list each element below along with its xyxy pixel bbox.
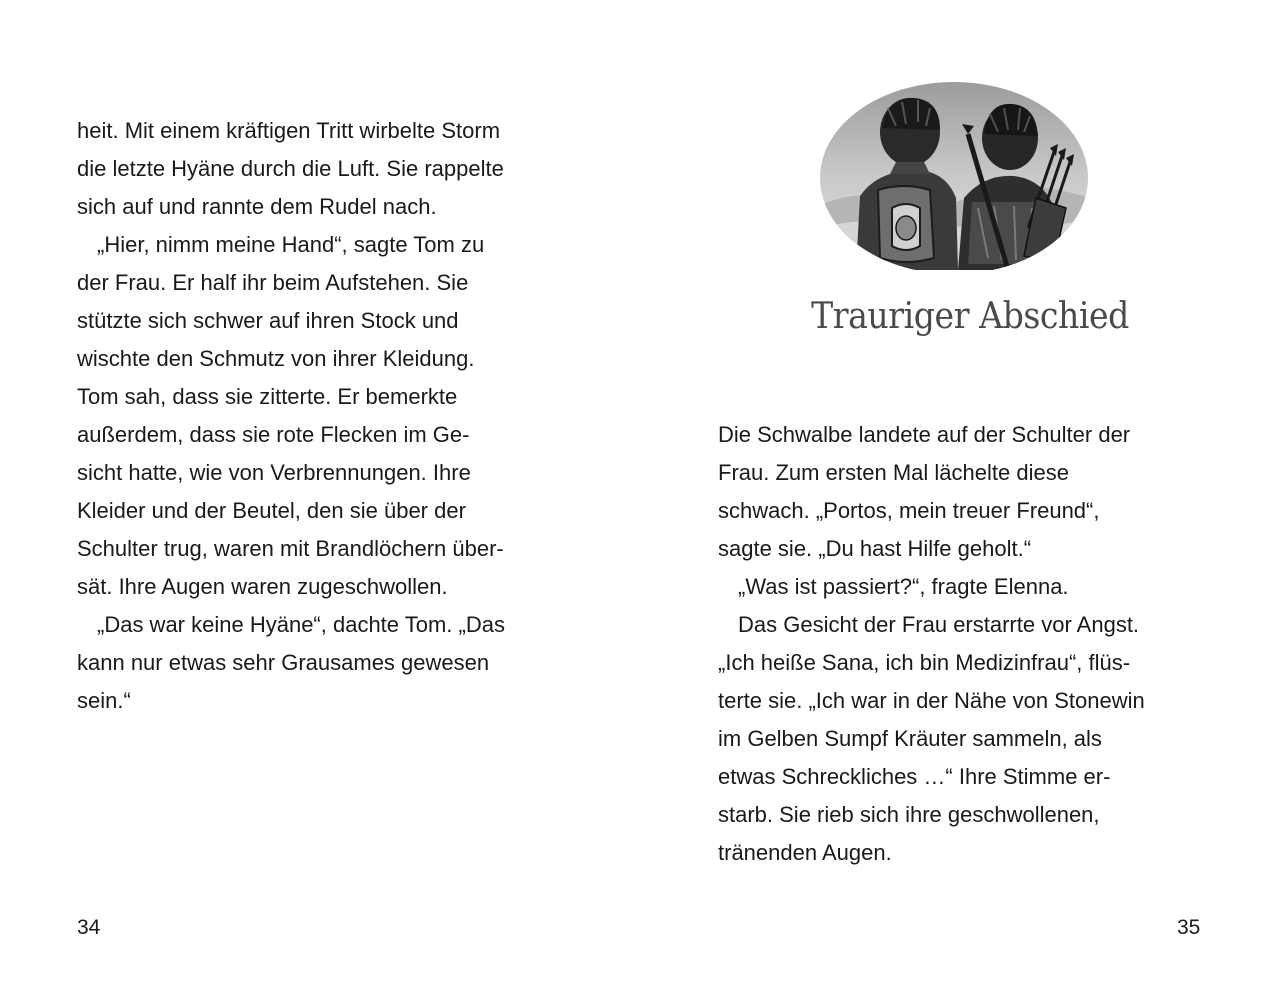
chapter-title: Trauriger Abschied xyxy=(811,296,1129,337)
text-line: stützte sich schwer auf ihren Stock und xyxy=(77,308,459,333)
text-line: im Gelben Sumpf Kräuter sammeln, als xyxy=(718,726,1102,751)
text-line: sagte sie. „Du hast Hilfe geholt.“ xyxy=(718,536,1032,561)
text-line: sät. Ihre Augen waren zugeschwollen. xyxy=(77,574,448,599)
text-line: sich auf und rannte dem Rudel nach. xyxy=(77,194,437,219)
text-line: tränenden Augen. xyxy=(718,840,892,865)
text-line: schwach. „Portos, mein treuer Freund“, xyxy=(718,498,1100,523)
right-page-body xyxy=(718,416,1218,872)
text-line: wischte den Schmutz von ihrer Kleidung. xyxy=(77,346,475,371)
text-line: heit. Mit einem kräftigen Tritt wirbelte Storm xyxy=(77,118,501,143)
text-line: „Was ist passiert?“, fragte Elenna. xyxy=(738,574,1069,599)
text-line: „Ich heiße Sana, ich bin Medizinfrau“, flüs- xyxy=(718,650,1131,675)
text-line: Das Gesicht der Frau erstarrte vor Angst. xyxy=(738,612,1140,637)
text-line: der Frau. Er half ihr beim Aufstehen. Sie xyxy=(77,270,469,295)
text-line: Kleider und der Beutel, den sie über der xyxy=(77,498,466,523)
text-line: Tom sah, dass sie zitterte. Er bemerkte xyxy=(77,384,458,409)
text-line: terte sie. „Ich war in der Nähe von Stonewin xyxy=(718,688,1145,713)
page-number: 35 xyxy=(1177,916,1201,939)
text-line: sein.“ xyxy=(77,688,131,713)
right-page xyxy=(640,0,1280,999)
two-warriors-illustration-icon xyxy=(818,78,1090,270)
page-number: 34 xyxy=(77,916,101,939)
text-line: starb. Sie rieb sich ihre geschwollenen, xyxy=(718,802,1100,827)
text-line: kann nur etwas sehr Grausames gewesen xyxy=(77,650,490,675)
text-line: etwas Schreckliches …“ Ihre Stimme er- xyxy=(718,764,1111,789)
text-line: außerdem, dass sie rote Flecken im Ge- xyxy=(77,422,470,447)
text-line: sicht hatte, wie von Verbrennungen. Ihre xyxy=(77,460,471,485)
text-line: „Das war keine Hyäne“, dachte Tom. „Das xyxy=(97,612,505,637)
text-line: Frau. Zum ersten Mal lächelte diese xyxy=(718,460,1069,485)
text-line: „Hier, nimm meine Hand“, sagte Tom zu xyxy=(97,232,485,257)
text-line: Die Schwalbe landete auf der Schulter der xyxy=(718,422,1131,447)
left-page-body xyxy=(77,112,577,720)
text-line: die letzte Hyäne durch die Luft. Sie rappelte xyxy=(77,156,504,181)
text-line: Schulter trug, waren mit Brandlöchern über- xyxy=(77,536,504,561)
